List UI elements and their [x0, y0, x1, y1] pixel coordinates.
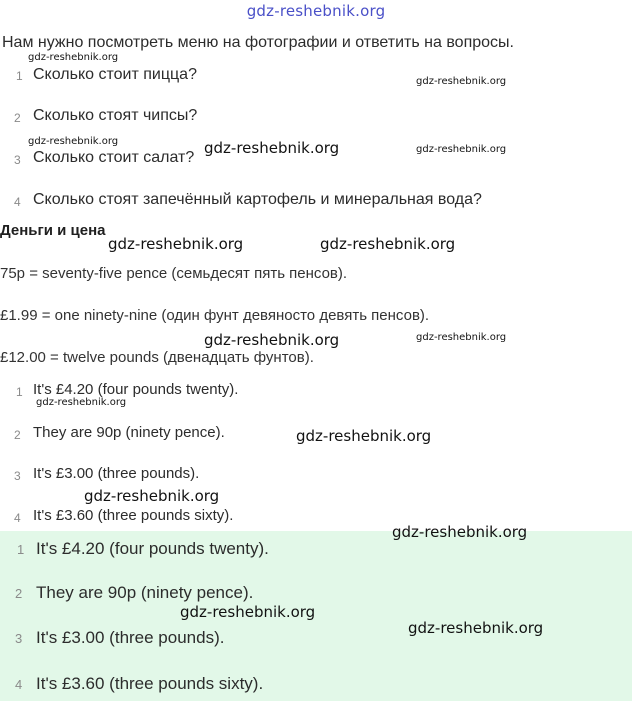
watermark: gdz-reshebnik.org [408, 619, 544, 637]
answer-text: They are 90p (ninety pence). [36, 583, 254, 602]
watermark: gdz-reshebnik.org [84, 487, 220, 505]
intro-text: Нам нужно посмотреть меню на фотографии и ответить на вопросы. [2, 34, 514, 51]
answer-text: It's £3.60 (three pounds sixty). [36, 674, 264, 693]
answer-highlight-box [0, 531, 632, 701]
question-text: Сколько стоит салат? [33, 149, 195, 166]
question-text: Сколько стоят чипсы? [33, 107, 198, 124]
item-number: 3 [15, 631, 23, 646]
item-number: 2 [15, 586, 23, 601]
watermark: gdz-reshebnik.org [320, 235, 456, 253]
item-number: 1 [17, 542, 25, 557]
item-number: 2 [14, 428, 21, 442]
watermark: gdz-reshebnik.org [416, 144, 507, 155]
item-number: 2 [14, 111, 21, 125]
item-number: 3 [14, 153, 21, 167]
watermark: gdz-reshebnik.org [204, 331, 340, 349]
site-title: gdz-reshebnik.org [246, 2, 386, 20]
item-number: 4 [14, 195, 21, 209]
answer-text: It's £3.00 (three pounds). [36, 628, 225, 647]
watermark: gdz-reshebnik.org [416, 76, 507, 87]
answer-text: It's £3.60 (three pounds sixty). [33, 507, 234, 524]
item-number: 3 [14, 469, 21, 483]
question-text: Сколько стоит пицца? [33, 66, 197, 83]
answer-text: It's £3.00 (three pounds). [33, 465, 200, 482]
money-example: £1.99 = one ninety-nine (один фунт девяносто девять пенсов). [0, 307, 430, 324]
watermark: gdz-reshebnik.org [416, 332, 507, 343]
watermark: gdz-reshebnik.org [204, 139, 340, 157]
answer-text: It's £4.20 (four pounds twenty). [36, 539, 269, 558]
watermark: gdz-reshebnik.org [108, 235, 244, 253]
section-heading: Деньги и цена [0, 222, 106, 239]
answer-text: They are 90p (ninety pence). [33, 424, 225, 441]
watermark: gdz-reshebnik.org [392, 523, 528, 541]
item-number: 1 [16, 385, 23, 399]
watermark: gdz-reshebnik.org [296, 427, 432, 445]
money-example: £12.00 = twelve pounds (двенадцать фунтов). [0, 349, 314, 366]
item-number: 4 [15, 677, 23, 692]
watermark: gdz-reshebnik.org [28, 136, 119, 147]
answer-text: It's £4.20 (four pounds twenty). [33, 381, 239, 398]
question-text: Сколько стоят запечённый картофель и минеральная вода? [33, 191, 482, 208]
watermark: gdz-reshebnik.org [28, 52, 119, 63]
item-number: 4 [14, 511, 21, 525]
money-example: 75p = seventy-five pence (семьдесят пять пенсов). [0, 265, 348, 282]
watermark: gdz-reshebnik.org [180, 603, 316, 621]
item-number: 1 [16, 69, 23, 83]
watermark: gdz-reshebnik.org [36, 397, 127, 408]
